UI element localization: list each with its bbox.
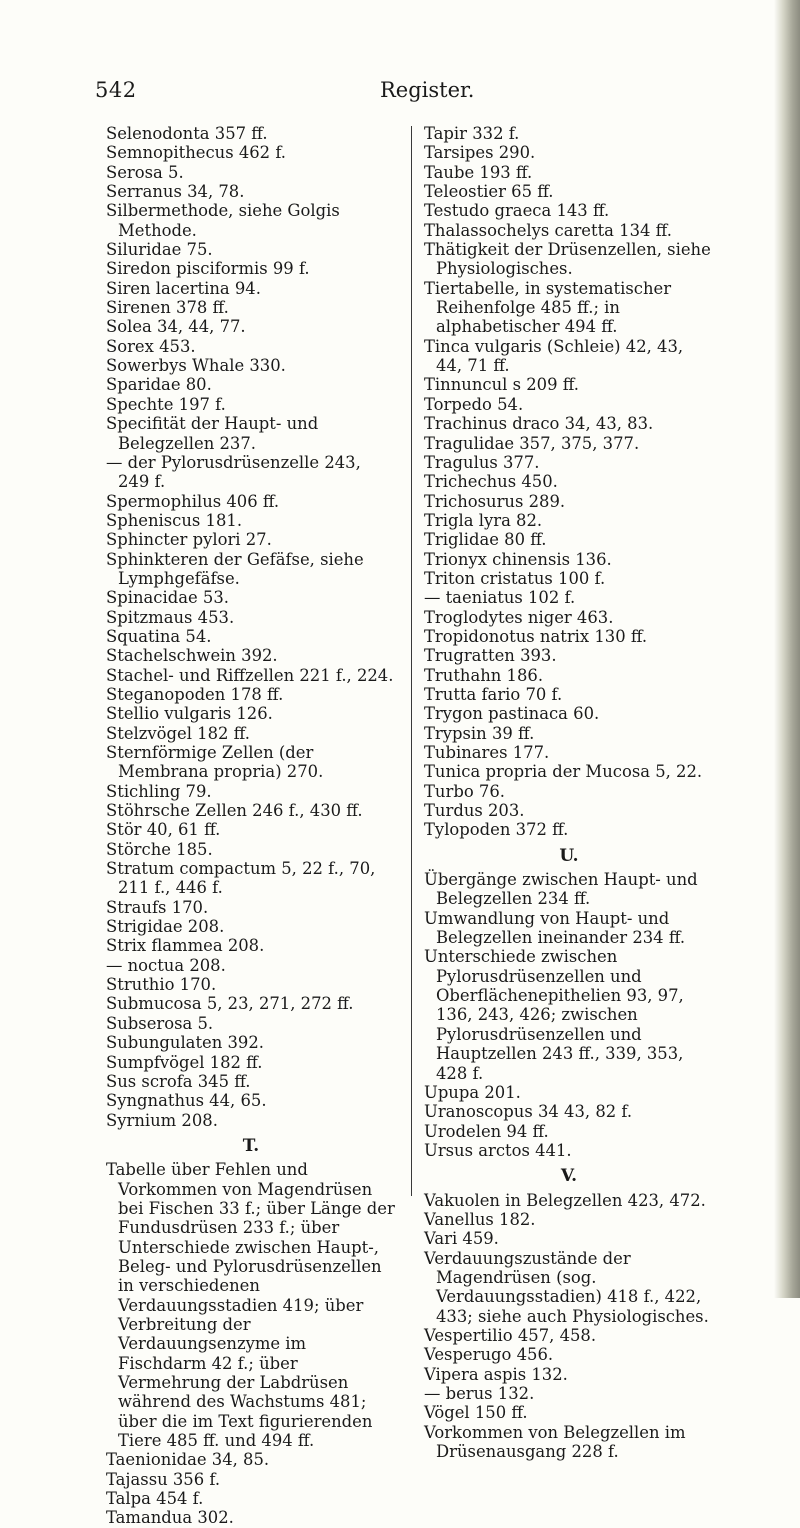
- section-letter: T.: [242, 1135, 260, 1156]
- index-entry: Tinnuncul s 209 ff.: [424, 375, 579, 395]
- index-entry: — noctua 208.: [106, 955, 226, 975]
- index-entry: Submucosa 5, 23, 271, 272 ff.: [106, 994, 354, 1014]
- index-entry: Straufs 170.: [106, 897, 209, 917]
- index-entry: Trionyx chinensis 136.: [424, 549, 612, 569]
- index-column-left: [106, 124, 396, 1528]
- index-entry: Serranus 34, 78.: [106, 182, 245, 202]
- index-entry: — taeniatus 102 f.: [424, 588, 576, 608]
- index-entry: Torpedo 54.: [424, 394, 524, 414]
- index-entry: Vakuolen in Belegzellen 423, 472.: [424, 1190, 706, 1210]
- index-entry: — berus 132.: [424, 1384, 535, 1403]
- index-entry: Sparidae 80.: [106, 375, 212, 395]
- index-entry: Taube 193 ff.: [424, 162, 533, 182]
- index-entry: Übergänge zwischen Haupt- und Belegzellen 234 ff.: [424, 870, 698, 909]
- index-entry: Upupa 201.: [424, 1082, 521, 1102]
- index-entry: Tajassu 356 f.: [106, 1469, 221, 1489]
- index-entry: Sphinkteren der Gefäfse, siehe Lymphgefäfse.: [106, 549, 364, 588]
- index-entry: Tamandua 302.: [106, 1508, 234, 1528]
- index-entry: Strix flammea 208.: [106, 936, 265, 956]
- index-entry: Steganopoden 178 ff.: [106, 684, 284, 704]
- index-entry: Spinacidae 53.: [106, 588, 229, 608]
- index-entry: Siren lacertina 94.: [106, 278, 261, 298]
- page-number: 542: [95, 78, 137, 102]
- index-entry: Squatina 54.: [106, 626, 212, 646]
- index-entry: Stratum compactum 5, 22 f., 70, 211 f., 446 f.: [106, 859, 376, 898]
- index-entry: Syngnathus 44, 65.: [106, 1091, 267, 1111]
- index-entry: Taenionidae 34, 85.: [106, 1450, 270, 1470]
- index-entry: Tropidonotus natrix 130 ff.: [424, 626, 648, 646]
- index-entry: Vorkommen von Belegzellen im Drüsenausgang 228 f.: [424, 1422, 686, 1462]
- index-entry: Sowerbys Whale 330.: [106, 356, 286, 376]
- index-entry: Spermophilus 406 ff.: [106, 491, 280, 511]
- index-entry: — der Pylorusdrüsenzelle 243, 249 f.: [106, 452, 361, 492]
- index-entry: Talpa 454 f.: [106, 1489, 204, 1509]
- index-entry: Silbermethode, siehe Golgis Methode.: [106, 201, 340, 240]
- index-entry: Vari 459.: [424, 1229, 499, 1249]
- index-entry: Trichosurus 289.: [424, 491, 566, 511]
- index-entry: Selenodonta 357 ff.: [106, 124, 268, 143]
- index-entry: Thalassochelys caretta 134 ff.: [424, 220, 672, 240]
- running-head: Register.: [380, 78, 475, 102]
- index-entry: Sphincter pylori 27.: [106, 530, 272, 550]
- index-entry: Sternförmige Zellen (der Membrana propria) 270.: [106, 743, 324, 782]
- index-entry: Tiertabelle, in systematischer Reihenfolge 485 ff.; in alphabetischer 494 ff.: [424, 278, 672, 337]
- index-entry: Tunica propria der Mucosa 5, 22.: [424, 762, 703, 782]
- index-entry: Siredon pisciformis 99 f.: [106, 259, 310, 279]
- index-entry: Sumpfvögel 182 ff.: [106, 1052, 263, 1072]
- index-entry: Serosa 5.: [106, 162, 184, 182]
- index-entry: Vespertilio 457, 458.: [424, 1325, 597, 1345]
- index-entry: Spitzmaus 453.: [106, 607, 235, 627]
- index-column-right: [424, 124, 714, 1461]
- index-entry: Struthio 170.: [106, 975, 217, 995]
- index-entry: Vesperugo 456.: [424, 1345, 554, 1365]
- index-entry: Trugratten 393.: [424, 646, 557, 666]
- index-entry: Stöhrsche Zellen 246 f., 430 ff.: [106, 801, 363, 821]
- index-entry: Triglidae 80 ff.: [424, 530, 547, 550]
- index-entry: Vipera aspis 132.: [424, 1364, 568, 1384]
- index-entry: Urodelen 94 ff.: [424, 1121, 549, 1141]
- index-entry: Testudo graeca 143 ff.: [424, 201, 610, 221]
- index-entry: Trygon pastinaca 60.: [424, 704, 600, 724]
- index-entry: Semnopithecus 462 f.: [106, 143, 287, 163]
- index-entry: Verdauungszustände der Magendrüsen (sog. Verdauungsstadien) 418 f., 422, 433; siehe auch Physiologisches.: [424, 1248, 709, 1326]
- index-entry: Specifität der Haupt- und Belegzellen 237.: [106, 414, 319, 453]
- index-entry: Triton cristatus 100 f.: [424, 568, 606, 588]
- index-entry: Störche 185.: [106, 839, 213, 859]
- index-entry: Syrnium 208.: [106, 1110, 218, 1130]
- index-entry: Umwandlung von Haupt- und Belegzellen ineinander 234 ff.: [424, 908, 686, 948]
- index-entry: Stachel- und Riffzellen 221 f., 224.: [106, 665, 394, 685]
- index-entry: Stellio vulgaris 126.: [106, 704, 273, 724]
- index-entry: Thätigkeit der Drüsenzellen, siehe Physiologisches.: [424, 240, 711, 279]
- index-entry: Tragulidae 357, 375, 377.: [424, 433, 640, 453]
- index-entry: Tragulus 377.: [424, 452, 540, 472]
- index-entry: Trypsin 39 ff.: [424, 723, 535, 743]
- index-entry: Tabelle über Fehlen und Vorkommen von Magendrüsen bei Fischen 33 f.; über Länge der Fundusdrüsen 233 f.; über Unterschiede zwischen Haupt-, Beleg- und Pylorusdrüsenzellen in verschiedenen Verdauungsstadien 419; über Verbreitung der Verdauungsenzyme im Fischdarm 42 f.; über Vermehrung der Labdrüsen während des Wachstums 481; über die im Text figurierenden Tiere 485 ff. und 494 ff.: [106, 1160, 395, 1451]
- index-entry: Strigidae 208.: [106, 917, 225, 937]
- index-entry: Trachinus draco 34, 43, 83.: [424, 414, 654, 434]
- index-entry: Uranoscopus 34 43, 82 f.: [424, 1102, 633, 1122]
- index-entry: Spechte 197 f.: [106, 394, 226, 414]
- index-entry: Subserosa 5.: [106, 1013, 214, 1033]
- index-entry: Unterschiede zwischen Pylorusdrüsenzellen und Oberflächenepithelien 93, 97, 136, 243, 426; zwischen Pylorusdrüsenzellen und Hauptzellen 243 ff., 339, 353, 428 f.: [424, 947, 684, 1083]
- index-entry: Trutta fario 70 f.: [424, 684, 563, 704]
- index-entry: Ursus arctos 441.: [424, 1140, 572, 1160]
- index-entry: Siluridae 75.: [106, 240, 213, 260]
- index-entry: Tapir 332 f.: [424, 124, 520, 143]
- section-letter: V.: [560, 1166, 578, 1187]
- index-entry: Turdus 203.: [424, 801, 525, 821]
- index-entry: Sus scrofa 345 ff.: [106, 1071, 251, 1091]
- index-entry: Tinca vulgaris (Schleie) 42, 43, 44, 71 ff.: [424, 336, 684, 376]
- index-entry: Stichling 79.: [106, 781, 212, 801]
- index-entry: Trigla lyra 82.: [424, 510, 543, 530]
- page-edge-shadow: [774, 0, 800, 1298]
- column-divider: [411, 126, 412, 1196]
- index-entry: Spheniscus 181.: [106, 510, 243, 530]
- index-entry: Subungulaten 392.: [106, 1033, 264, 1053]
- index-entry: Stachelschwein 392.: [106, 646, 278, 666]
- index-entry: Troglodytes niger 463.: [424, 607, 614, 627]
- index-entry: Trichechus 450.: [424, 472, 558, 492]
- index-entry: Vögel 150 ff.: [424, 1403, 528, 1423]
- index-entry: Tubinares 177.: [424, 743, 550, 762]
- index-entry: Truthahn 186.: [424, 665, 544, 685]
- index-entry: Vanellus 182.: [424, 1209, 536, 1229]
- index-entry: Stelzvögel 182 ff.: [106, 723, 250, 743]
- index-entry: Turbo 76.: [424, 781, 505, 801]
- index-entry: Stör 40, 61 ff.: [106, 820, 221, 840]
- index-entry: Teleostier 65 ff.: [424, 182, 554, 202]
- index-entry: Tarsipes 290.: [424, 143, 536, 163]
- index-entry: Sorex 453.: [106, 336, 196, 356]
- index-entry: Tylopoden 372 ff.: [424, 820, 569, 840]
- index-entry: Solea 34, 44, 77.: [106, 317, 246, 337]
- index-entry: Sirenen 378 ff.: [106, 298, 229, 318]
- section-letter: U.: [559, 845, 579, 866]
